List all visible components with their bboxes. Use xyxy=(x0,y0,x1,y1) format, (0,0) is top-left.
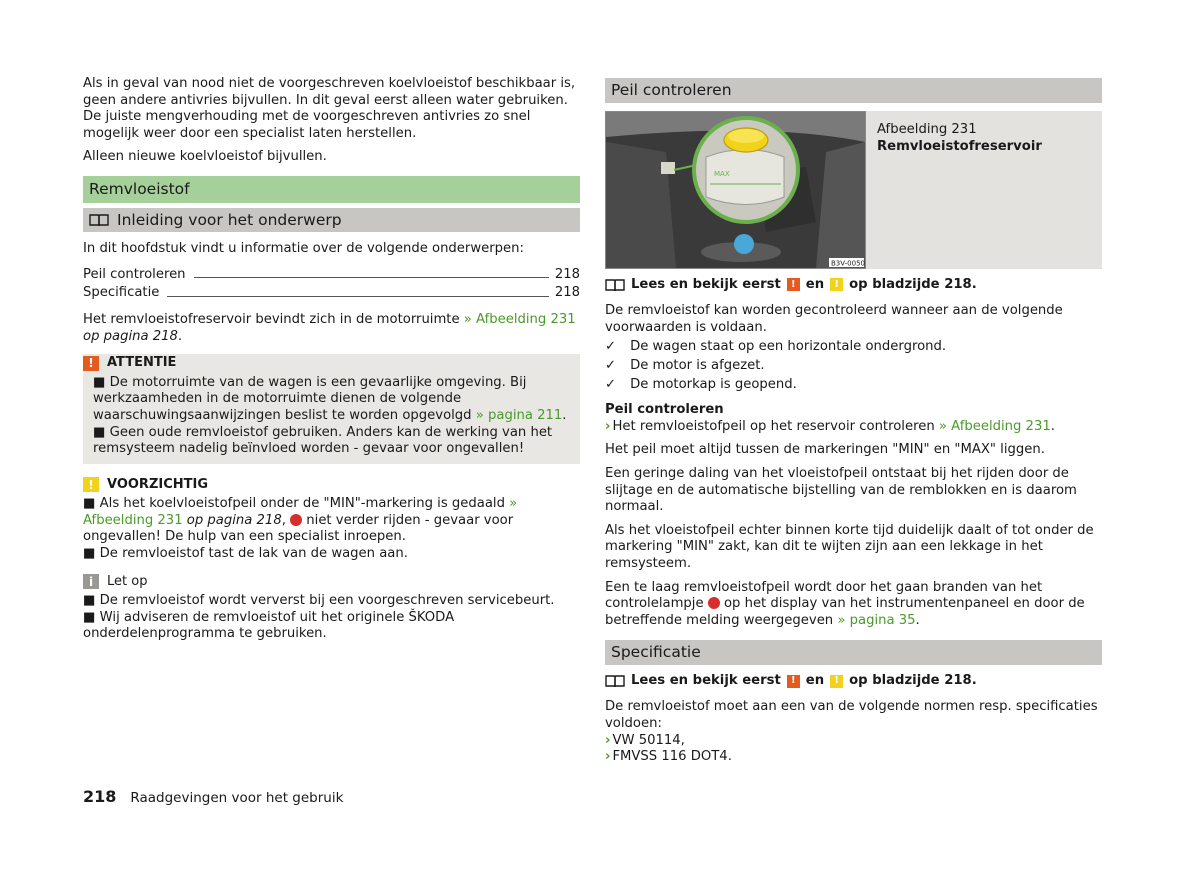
voorzichtig-item: ■ De remvloeistof tast de lak van de wagen aan. xyxy=(83,546,408,562)
period: . xyxy=(177,328,183,344)
step-arrow-icon: › xyxy=(605,732,611,748)
period: . xyxy=(915,612,920,628)
caution-icon: ! xyxy=(830,278,843,291)
subsection-header xyxy=(83,208,580,233)
book-icon xyxy=(89,213,109,227)
section-title-peil xyxy=(605,78,1102,103)
figure-code: B3V-0050 xyxy=(831,259,865,268)
footer-title: Raadgevingen voor het gebruik xyxy=(130,790,344,806)
max-marking: MAX xyxy=(714,169,730,178)
figure-label: Afbeelding 231 xyxy=(877,121,977,137)
right-column xyxy=(605,76,1102,766)
letop-item: ■ Wij adviseren de remvloeistof uit het originele ŠKODA onderdelenprogramma te gebruiken. xyxy=(83,609,455,642)
toc-leader xyxy=(194,277,549,278)
page-link[interactable]: » pagina 35 xyxy=(837,612,916,628)
page-ref: op pagina 218 xyxy=(182,512,282,528)
figure-caption xyxy=(866,111,1053,269)
engine-bay-image xyxy=(605,111,866,269)
toc-page[interactable]: 218 xyxy=(554,285,580,301)
caution-icon: ! xyxy=(83,477,99,492)
voorzichtig-text: niet verder rijden - gevaar voor ongevallen! De hulp van een specialist inroepen. xyxy=(83,512,514,545)
attentie-header xyxy=(83,354,580,373)
page-footer xyxy=(83,787,343,806)
subheading: Peil controleren xyxy=(605,402,724,418)
book-icon xyxy=(605,674,625,688)
attentie-title: ATTENTIE xyxy=(107,355,177,371)
letop-body xyxy=(83,591,580,643)
letop-text: De remvloeistof wordt ververst bij een voorgeschreven servicebeurt. xyxy=(99,593,555,609)
check-text: De motor is afgezet. xyxy=(630,357,765,373)
voorzichtig-header xyxy=(83,476,580,495)
figure-link[interactable]: » Afbeelding 231 xyxy=(83,496,518,528)
attentie-box xyxy=(83,354,580,464)
step-line xyxy=(605,419,1102,436)
step-text: Het remvloeistofpeil op het reservoir controleren xyxy=(612,418,939,434)
check-text: De motorkap is geopend. xyxy=(630,376,797,392)
paragraph: Een geringe daling van het vloeistofpeil ontstaat bij het rijden door de slijtage en de automatische bijstelling van de remblokken en is daarom normaal. xyxy=(605,465,1077,515)
letop-box xyxy=(83,573,580,643)
reference-text: op bladzijde 218. xyxy=(849,672,977,688)
voorzichtig-text: De remvloeistof tast de lak van de wagen aan. xyxy=(99,546,408,562)
attentie-text: Geen oude remvloeistof gebruiken. Anders kan de werking van het remsysteem nadelig beïnvloed worden - gevaar voor ongevallen! xyxy=(93,424,553,457)
check-text: De wagen staat op een horizontale ondergrond. xyxy=(630,339,947,355)
page-ref: op pagina 218 xyxy=(83,328,178,344)
paragraph: Als het vloeistofpeil echter binnen korte tijd duidelijk daalt of tot onder de markering "MIN" zakt, kan dit te wijten zijn aan een lekkage in het remsysteem. xyxy=(605,522,1094,571)
page-link[interactable]: » pagina 211 xyxy=(475,407,563,423)
attentie-body xyxy=(83,373,580,458)
section-title-text: Peil controleren xyxy=(611,81,732,99)
letop-title: Let op xyxy=(107,573,148,589)
brake-warning-icon xyxy=(708,597,720,609)
caution-icon: ! xyxy=(830,675,843,688)
period: . xyxy=(1050,418,1055,434)
section-title-remvloeistof: Remvloeistof xyxy=(83,176,580,203)
step-arrow-icon: › xyxy=(605,418,611,434)
reference-text: en xyxy=(805,276,825,292)
toc-label[interactable]: Peil controleren xyxy=(83,266,186,282)
comma: , xyxy=(281,512,291,528)
warning-icon: ! xyxy=(787,675,800,688)
section-title-specificatie xyxy=(605,640,1102,665)
spec-item xyxy=(605,749,1102,766)
paragraph-text: op het display van het instrumentenpaneel en door de betreffende melding weergegeven xyxy=(605,596,1085,628)
reference-line xyxy=(605,277,1102,294)
letop-header xyxy=(83,573,580,592)
spec-paragraph: De remvloeistof moet aan een van de volgende normen resp. specificaties voldoen: xyxy=(605,699,1098,732)
paragraph: Het peil moet altijd tussen de markeringen "MIN" en "MAX" liggen. xyxy=(605,442,1045,458)
info-icon: i xyxy=(83,574,99,589)
reference-text: Lees en bekijk eerst xyxy=(631,276,781,292)
letop-text: Wij adviseren de remvloeistof uit het originele ŠKODA onderdelenprogramma te gebruiken. xyxy=(83,609,455,642)
toc-item[interactable] xyxy=(83,285,580,302)
toc-leader xyxy=(167,296,548,297)
conditions-paragraph: De remvloeistof kan worden gecontroleerd wanneer aan de volgende voorwaarden is voldaan. xyxy=(605,303,1063,335)
spec-text: VW 50114, xyxy=(612,732,685,748)
attentie-text: De motorruimte van de wagen is een gevaarlijke omgeving. Bij werkzaamheden in de motorruimte dienen de volgende waarschuwingsaanwijzingen beslist te worden opgevolgd xyxy=(93,374,527,423)
reservoir-paragraph xyxy=(83,312,580,345)
checkmark-icon: ✓ xyxy=(605,339,617,355)
figure-title: Remvloeistofreservoir xyxy=(877,138,1042,154)
toc-item[interactable] xyxy=(83,267,580,284)
intro-paragraph-2: Alleen nieuwe koelvloeistof bijvullen. xyxy=(83,149,327,165)
step-arrow-icon: › xyxy=(605,749,611,765)
voorzichtig-title: VOORZICHTIG xyxy=(107,476,209,492)
checkmark-icon: ✓ xyxy=(605,376,617,392)
reference-text: Lees en bekijk eerst xyxy=(631,672,781,688)
figure-link[interactable]: » Afbeelding 231 xyxy=(463,311,576,327)
warning-icon: ! xyxy=(787,278,800,291)
checklist-item xyxy=(605,377,1102,394)
voorzichtig-item: ■ Als het koelvloeistofpeil onder de "MIN"-markering is gedaald » Afbeelding 231 op pagina 218, niet verder rijden - gevaar voor ongevallen! De hulp van een specialist inroepen. xyxy=(83,496,518,545)
reference-text: en xyxy=(805,672,825,688)
reservoir-text: Het remvloeistofreservoir bevindt zich in de motorruimte xyxy=(83,311,464,327)
voorzichtig-text: Als het koelvloeistofpeil onder de "MIN"-markering is gedaald xyxy=(99,496,510,512)
left-column xyxy=(83,76,580,653)
attentie-item: ■ De motorruimte van de wagen is een gevaarlijke omgeving. Bij werkzaamheden in de motorruimte dienen de volgende waarschuwingsaanwijzingen beslist te worden opgevolgd » pagina 211. xyxy=(93,374,567,423)
figure-link[interactable]: » Afbeelding 231 xyxy=(938,418,1051,434)
subsection-title: Inleiding voor het onderwerp xyxy=(117,210,342,229)
toc-label[interactable]: Specificatie xyxy=(83,285,160,301)
reference-line xyxy=(605,673,1102,690)
checklist-item xyxy=(605,358,1102,375)
spec-text: FMVSS 116 DOT4. xyxy=(612,749,732,765)
spec-item xyxy=(605,733,1102,750)
toc-intro: In dit hoofdstuk vindt u informatie over de volgende onderwerpen: xyxy=(83,241,524,257)
paragraph xyxy=(605,580,1102,630)
toc-page[interactable]: 218 xyxy=(554,266,580,282)
intro-paragraph: Als in geval van nood niet de voorgeschreven koelvloeistof beschikbaar is, geen andere antivries bijvullen. In dit geval eerst alleen water gebruiken. De juiste mengverhouding met de voorgeschreven antivries zo snel mogelijk weer door een specialist laten herstellen. xyxy=(83,76,576,141)
figure-231 xyxy=(605,111,1102,269)
period: . xyxy=(562,407,567,423)
section-title-text: Specificatie xyxy=(611,643,701,662)
reservoir-illustration xyxy=(606,112,865,268)
book-icon xyxy=(605,278,625,292)
letop-item: ■ De remvloeistof wordt ververst bij een voorgeschreven servicebeurt. xyxy=(83,593,555,609)
voorzichtig-box xyxy=(83,476,580,563)
voorzichtig-body xyxy=(83,494,580,562)
page-number: 218 xyxy=(83,787,117,806)
checklist-item xyxy=(605,339,1102,356)
warning-icon: ! xyxy=(83,356,99,371)
checkmark-icon: ✓ xyxy=(605,357,617,373)
stop-warning-icon xyxy=(290,514,302,526)
paragraph-text: Een te laag remvloeistofpeil wordt door het gaan branden van het controlelampje xyxy=(605,579,1043,612)
reference-text: op bladzijde 218. xyxy=(849,276,977,292)
attentie-item: ■ Geen oude remvloeistof gebruiken. Anders kan de werking van het remsysteem nadelig beïnvloed worden - gevaar voor ongevallen! xyxy=(93,424,553,457)
